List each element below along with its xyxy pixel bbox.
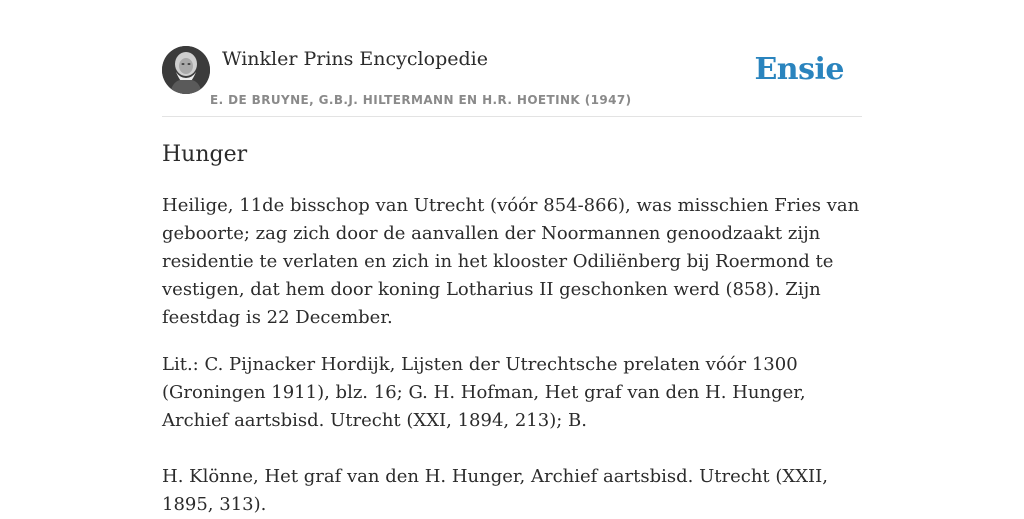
brand-logo-link[interactable]: Ensie: [754, 52, 844, 87]
article-title: Hunger: [162, 142, 248, 167]
authors-credit: E. DE BRUYNE, G.B.J. HILTERMANN EN H.R. HOETINK (1947): [210, 93, 632, 107]
literature-paragraph: Lit.: C. Pijnacker Hordijk, Lijsten der Utrechtsche prelaten vóór 1300 (Groningen 1911), blz. 16; G. H. Hofman, Het graf van den H. Hunger, Archief aartsbisd. Utrecht (XXI, 1894, 213); B.: [162, 354, 806, 431]
site-header: [162, 46, 862, 117]
portrait-icon: [162, 46, 210, 94]
literature-paragraph-continued: H. Klönne, Het graf van den H. Hunger, Archief aartsbisd. Utrecht (XXII, 1895, 313).: [162, 466, 828, 515]
article-paragraph: Heilige, 11de bisschop van Utrecht (vóór 854-866), was misschien Fries van geboorte; zag zich door de aanvallen der Noormannen genoodzaakt zijn residentie te verlaten en zich in het klooster Odiliënberg bij Roermond te vestigen, dat hem door koning Lotharius II geschonken werd (858). Zijn feestdag is 22 December.: [162, 195, 860, 328]
site-title[interactable]: Winkler Prins Encyclopedie: [222, 48, 488, 70]
article: [162, 140, 862, 519]
author-avatar[interactable]: [162, 46, 210, 94]
